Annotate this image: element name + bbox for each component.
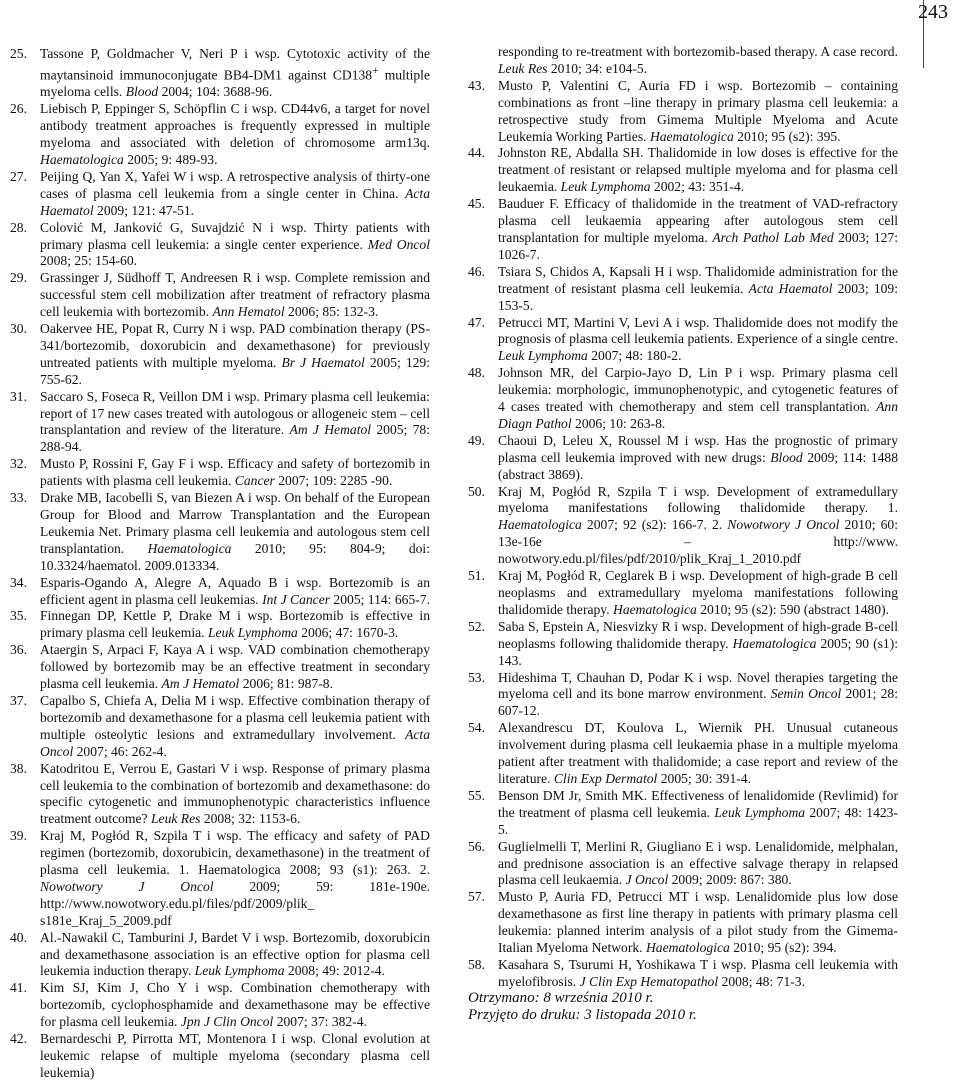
- reference-text: Chaoui D, Leleu X, Roussel M i wsp. Has the prognostic of primary plasma cell leukemia improved with new drugs: Blood 2009; 114: 1488 (abstract 3869).: [498, 432, 899, 482]
- reference-text: Johnston RE, Abdalla SH. Thalidomide in low doses is effective for the treatment of resistant or relapsed multiple myeloma and for plasma cell leukaemia. Leuk Lymphoma 2002; 43: 351-4.: [498, 145, 898, 195]
- received-date: Otrzymano: 8 września 2010 r.: [468, 990, 654, 1006]
- reference-item: [468, 839, 898, 890]
- reference-number: 49.: [468, 432, 485, 448]
- reference-item: [468, 264, 898, 315]
- reference-item: [10, 46, 430, 101]
- reference-number: 32.: [10, 456, 27, 472]
- reference-number: 26.: [10, 101, 27, 117]
- reference-number: 48.: [468, 365, 485, 381]
- reference-text: responding to re-treatment with bortezomib-based therapy. A case record. Leuk Res 2010; 34: e104-5.: [498, 44, 898, 76]
- reference-number: 55.: [468, 787, 485, 803]
- reference-item: [10, 930, 430, 981]
- reference-number: 36.: [10, 642, 27, 658]
- reference-text: Bernardeschi P, Pirrotta MT, Montenora I i wsp. Clonal evolution at leukemic relapse of multiple myeloma (secondary plasma cell leukemia): [40, 1031, 430, 1080]
- reference-item: [468, 720, 898, 788]
- reference-number: 56.: [468, 838, 485, 854]
- reference-item: [468, 670, 898, 721]
- reference-number: 42.: [10, 1031, 27, 1047]
- reference-text: Musto P, Valentini C, Auria FD i wsp. Bortezomib – containing combinations as front –line therapy in primary plasma cell leukemia: a retrospective study from Gimema Multiple Myeloma and Acute Leukemia Working Parties. Haematologica 2010; 95 (s2): 395.: [498, 77, 898, 144]
- reference-text: Grassinger J, Südhoff T, Andreesen R i wsp. Complete remission and successful stem cell mobilization after treatment of refractory plasma cell leukemia with bortezomib. Ann Hematol 2006; 85: 132-3.: [40, 270, 430, 320]
- reference-number: 35.: [10, 608, 27, 624]
- reference-item: [10, 828, 430, 929]
- reference-text: Benson DM Jr, Smith MK. Effectiveness of lenalidomide (Revlimid) for the treatment of plasma cell leukemia. Leuk Lymphoma 2007; 48: 1423-5.: [498, 787, 898, 837]
- reference-number: 33.: [10, 490, 27, 506]
- reference-text: Johnson MR, del Carpio-Jayo D, Lin P i wsp. Primary plasma cell leukemia: morphologic, immunophenotypic, and cytogenetic features of 4 cases treated with chemotherapy and stem cell transplantation. Ann Diagn Pathol 2006; 10: 263-8.: [498, 365, 898, 431]
- reference-text: Guglielmelli T, Merlini R, Giugliano E i wsp. Lenalidomide, melphalan, and prednisone association is an effective salvage therapy in relapsed plasma cell leukaemia. J Oncol 2009; 2009: 867: 380.: [498, 838, 898, 888]
- reference-item: [468, 619, 898, 670]
- reference-item: [468, 145, 898, 196]
- reference-text: Kim SJ, Kim J, Cho Y i wsp. Combination chemotherapy with bortezomib, cyclophosphamide and dexamethasone may be effective for plasma cell leukemia. Jpn J Clin Oncol 2007; 37: 382-4.: [40, 980, 430, 1030]
- reference-number: 40.: [10, 929, 27, 945]
- reference-item: [10, 980, 430, 1031]
- reference-item: [10, 456, 430, 490]
- reference-text: Oakervee HE, Popat R, Curry N i wsp. PAD combination therapy (PS-341/bortezomib, doxorubicin and dexamethasone) for previously untreated patients with multiple myeloma. Br J Haematol 2005; 129: 755-62.: [40, 321, 430, 387]
- reference-item: [468, 788, 898, 839]
- reference-number: 38.: [10, 760, 27, 776]
- reference-text: Musto P, Auria FD, Petrucci MT i wsp. Lenalidomide plus low dose dexamethasone as first line therapy in patients with primary plasma cell leukemia: planned interim analysis of a pilot study from the Gimema-Italian Myeloma Network. Haematologica 2010; 95 (s2): 394.: [498, 889, 898, 956]
- reference-text: Kasahara S, Tsurumi H, Yoshikawa T i wsp. Plasma cell leukemia with myelofibrosis. J Clin Exp Hematopathol 2008; 48: 71-3.: [498, 956, 898, 989]
- reference-number: 52.: [468, 618, 485, 634]
- reference-number: 28.: [10, 219, 27, 235]
- reference-number: 57.: [468, 889, 485, 905]
- reference-text: Petrucci MT, Martini V, Levi A i wsp. Thalidomide does not modify the prognosis of plasma cell leukemia patients. Experience of a single centre. Leuk Lymphoma 2007; 48: 180-2.: [498, 314, 898, 364]
- reference-text: Al.-Nawakil C, Tamburini J, Bardet V i wsp. Bortezomib, doxorubicin and dexamethasone association is an effective option for plasma cell leukemia induction therapy. Leuk Lymphoma 2008; 49: 2012-4.: [40, 929, 430, 979]
- reference-text: Colović M, Janković G, Suvajdzić N i wsp. Thirty patients with primary plasma cell leukemia: a single center experience. Med Oncol 2008; 25: 154-60.: [40, 219, 430, 269]
- reference-item: [468, 78, 898, 146]
- reference-text: Saba S, Epstein A, Niesvizky R i wsp. Development of high-grade B-cell neoplasms following thalidomide therapy. Haematologica 2005; 90 (s1): 143.: [498, 618, 898, 668]
- reference-text: Ataergin S, Arpaci F, Kaya A i wsp. VAD combination chemotherapy followed by bortezomib may be an effective treatment in secondary plasma cell leukemia. Am J Hematol 2006; 81: 987-8.: [40, 642, 430, 692]
- reference-text: Finnegan DP, Kettle P, Drake M i wsp. Bortezomib is effective in primary plasma cell leukemia. Leuk Lymphoma 2006; 47: 1670-3.: [40, 608, 430, 641]
- reference-text: Kraj M, Pogłód R, Szpila T i wsp. The efficacy and safety of PAD regimen (bortezomib, doxorubicin, dexamethasone) in the treatment of plasma cell leukemia. 1. Haematologica 2008; 93 (s1): 263. 2. Nowotwory J Oncol 2009; 59: 181e-190e. http://www.nowotwory.edu.pl/files/pdf/2009/plik_ s181e_Kraj_5_2009.pdf: [40, 828, 430, 928]
- reference-number: 34.: [10, 574, 27, 590]
- reference-number: 31.: [10, 388, 27, 404]
- references-left-column: [10, 46, 430, 1082]
- reference-item: [468, 433, 898, 484]
- reference-text: Alexandrescu DT, Koulova L, Wiernik PH. Unusual cutaneous involvement during plasma cell leukaemia phase in a multiple myeloma patient after treatment with thalidomide; a case report and review of the literature. Clin Exp Dermatol 2005; 30: 391-4.: [498, 720, 898, 786]
- reference-number: 43.: [468, 77, 485, 93]
- references-right-column: [468, 44, 898, 991]
- reference-number: 50.: [468, 483, 485, 499]
- reference-item: [468, 957, 898, 991]
- reference-item: [10, 169, 430, 220]
- reference-number: 47.: [468, 314, 485, 330]
- reference-item: [10, 321, 430, 389]
- reference-item: [468, 196, 898, 264]
- reference-item: [10, 389, 430, 457]
- reference-number: 58.: [468, 956, 485, 972]
- reference-item: [468, 315, 898, 366]
- reference-item: [468, 889, 898, 957]
- reference-number: 53.: [468, 669, 485, 685]
- reference-number: 54.: [468, 720, 485, 736]
- reference-item: [10, 608, 430, 642]
- reference-number: 27.: [10, 168, 27, 184]
- reference-text: Musto P, Rossini F, Gay F i wsp. Efficacy and safety of bortezomib in patients with plasma cell leukemia. Cancer 2007; 109: 2285 -90.: [40, 456, 430, 489]
- reference-number: 37.: [10, 692, 27, 708]
- reference-number: 29.: [10, 270, 27, 286]
- reference-number: 41.: [10, 980, 27, 996]
- reference-item: [468, 568, 898, 619]
- reference-text: Saccaro S, Foseca R, Veillon DM i wsp. Primary plasma cell leukemia: report of 17 new cases treated with autologous or allogeneic stem – cell transplantation and review of the literature. Am J Hematol 2005; 78: 288-94.: [40, 388, 430, 455]
- reference-number: 39.: [10, 828, 27, 844]
- reference-item: [10, 101, 430, 169]
- reference-continuation: [468, 44, 898, 78]
- reference-number: 51.: [468, 568, 485, 584]
- reference-text: Bauduer F. Efficacy of thalidomide in the treatment of VAD-refractory plasma cell leukaemia appearing after autologous stem cell transplantation for multiple myeloma. Arch Pathol Lab Med 2003; 127: 1026-7.: [498, 196, 898, 262]
- reference-text: Kraj M, Pogłód R, Szpila T i wsp. Development of extramedullary myeloma manifestations following thalidomide therapy. 1. Haematologica 2007; 92 (s2): 166-7. 2. Nowotwory J Oncol 2010; 60: 13e-16e – http://www. nowotwory.edu.pl/files/pdf/2010/plik_Kraj_1_2010.pdf: [498, 483, 898, 567]
- reference-text: Peijing Q, Yan X, Yafei W i wsp. A retrospective analysis of thirty-one cases of plasma cell leukemia from a single center in China. Acta Haematol 2009; 121: 47-51.: [40, 168, 430, 218]
- reference-text: Tassone P, Goldmacher V, Neri P i wsp. Cytotoxic activity of the maytansinoid immunoconjugate BB4-DM1 against CD138+ multiple myeloma cells. Blood 2004; 104: 3688-96.: [40, 46, 430, 100]
- reference-number: 46.: [468, 263, 485, 279]
- reference-text: Kraj M, Pogłód R, Ceglarek B i wsp. Development of high-grade B cell neoplasms and extramedullary myeloma manifestations following thalidomide therapy. Haematologica 2010; 95 (s2): 590 (abstract 1480).: [498, 568, 898, 617]
- reference-number: 25.: [10, 46, 27, 61]
- reference-text: Katodritou E, Verrou E, Gastari V i wsp. Response of primary plasma cell leukemia to the combination of bortezomib and dexamethasone: do specific cytogenetic and immunophenotypic characteristics influence treatment outcome? Leuk Res 2008; 32: 1153-6.: [40, 760, 430, 827]
- reference-text: Drake MB, Iacobelli S, van Biezen A i wsp. On behalf of the European Group for Blood and Marrow Transplantation and the European Leukemia Net. Primary plasma cell leukemia and autologous stem cell transplantation. Haematologica 2010; 95: 804-9; doi: 10.3324/haematol. 2009.013334.: [40, 490, 430, 573]
- accepted-date: Przyjęto do druku: 3 listopada 2010 r.: [468, 1007, 697, 1023]
- reference-item: [10, 693, 430, 761]
- reference-text: Hideshima T, Chauhan D, Podar K i wsp. Novel therapies targeting the myeloma cell and its bone marrow environment. Semin Oncol 2001; 28: 607-12.: [498, 669, 898, 719]
- reference-item: [468, 365, 898, 433]
- reference-number: 30.: [10, 321, 27, 337]
- reference-number: 45.: [468, 196, 485, 212]
- reference-item: [10, 220, 430, 271]
- reference-item: [10, 575, 430, 609]
- reference-item: [10, 642, 430, 693]
- article-dates: [468, 990, 697, 1024]
- reference-number: 44.: [468, 145, 485, 161]
- reference-item: [10, 1031, 430, 1082]
- reference-item: [468, 484, 898, 569]
- reference-item: [10, 761, 430, 829]
- reference-text: Liebisch P, Eppinger S, Schöpflin C i wsp. CD44v6, a target for novel antibody treatment approaches is frequently expressed in multiple myeloma and associated with deletion of chromosome arm13q. Haematologica 2005; 9: 489-93.: [40, 101, 430, 167]
- reference-text: Esparis-Ogando A, Alegre A, Aquado B i wsp. Bortezomib is an efficient agent in plasma cell leukemias. Int J Cancer 2005; 114: 665-7.: [40, 574, 430, 607]
- page-number: 243: [918, 1, 948, 23]
- reference-item: [10, 270, 430, 321]
- reference-text: Capalbo S, Chiefa A, Delia M i wsp. Effective combination therapy of bortezomib and dexamethasone for a plasma cell leukemia patient with multiple osteolytic lesions and extramedullary involvement. Acta Oncol 2007; 46: 262-4.: [40, 692, 430, 759]
- reference-text: Tsiara S, Chidos A, Kapsali H i wsp. Thalidomide administration for the treatment of resistant plasma cell leukemia. Acta Haematol 2003; 109: 153-5.: [498, 263, 898, 313]
- reference-item: [10, 490, 430, 575]
